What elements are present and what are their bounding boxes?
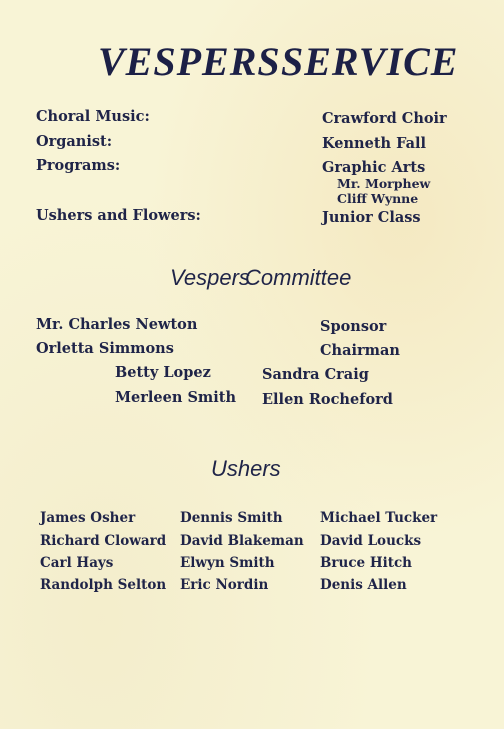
organist-value: Kenneth Fall xyxy=(322,135,427,152)
usher-name: Dennis Smith xyxy=(180,510,283,526)
organist-label: Organist: xyxy=(36,133,113,150)
usher-name: Michael Tucker xyxy=(320,510,438,526)
usher-name: Carl Hays xyxy=(40,555,114,571)
committee-heading-vespers: Vespers xyxy=(170,265,250,290)
usher-name: Elwyn Smith xyxy=(180,555,275,571)
ushers-flowers-value: Junior Class xyxy=(322,209,421,226)
committee-member: Ellen Rocheford xyxy=(262,391,393,408)
committee-member: Merleen Smith xyxy=(115,389,237,406)
title-service: SERVICE xyxy=(281,39,459,84)
ushers-heading: Ushers xyxy=(211,456,281,481)
usher-name: Eric Nordin xyxy=(180,577,269,593)
sponsor-role: Sponsor xyxy=(320,318,387,335)
committee-member: Betty Lopez xyxy=(115,364,211,381)
choral-music-value: Crawford Choir xyxy=(322,110,447,127)
sponsor-name: Mr. Charles Newton xyxy=(36,316,198,333)
chairman-role: Chairman xyxy=(320,342,400,359)
programs-value: Graphic Arts xyxy=(322,159,426,176)
usher-name: Randolph Selton xyxy=(40,577,167,593)
usher-name: Richard Cloward xyxy=(40,533,167,549)
choral-music-label: Choral Music: xyxy=(36,108,150,125)
programs-sub-morphew: Mr. Morphew xyxy=(337,176,431,191)
usher-name: David Loucks xyxy=(320,533,422,549)
usher-name: Bruce Hitch xyxy=(320,555,413,571)
title-vespers: VESPERS xyxy=(98,39,281,84)
committee-member: Sandra Craig xyxy=(262,366,369,383)
usher-name: Denis Allen xyxy=(320,577,407,593)
committee-heading-committee: Committee xyxy=(245,265,352,290)
programs-label: Programs: xyxy=(36,157,121,174)
usher-name: James Osher xyxy=(40,510,136,526)
usher-name: David Blakeman xyxy=(180,533,304,549)
ushers-flowers-label: Ushers and Flowers: xyxy=(36,207,201,224)
programs-sub-wynne: Cliff Wynne xyxy=(337,191,419,206)
chairman-name: Orletta Simmons xyxy=(36,340,174,357)
